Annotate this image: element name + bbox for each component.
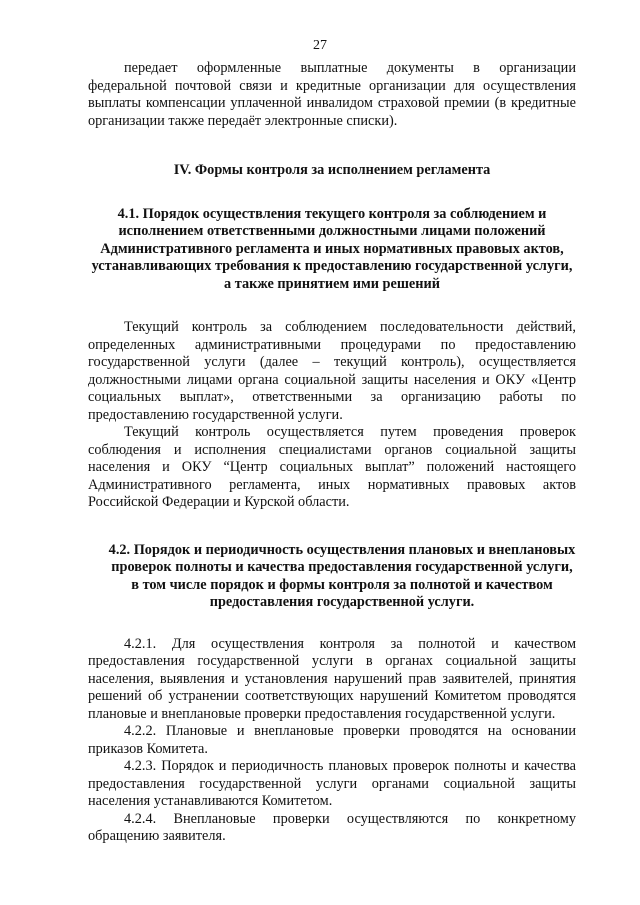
paragraph-4-2-2: 4.2.2. Плановые и внеплановые проверки проводятся на основании приказов Комитета. [88,723,576,757]
paragraph-4-2-4: 4.2.4. Внеплановые проверки осуществляются по конкретному обращению заявителя. [88,810,576,844]
document-body [88,60,576,846]
paragraph-4-1-2: Текущий контроль осуществляется путем проведения проверок соблюдения и исполнения специалистами органов социальной защиты населения и ОКУ “Центр социальных выплат” положений настоящего Административного регламента, иных нормативных правовых актов Российской Федерации и Курской области. [88,424,576,510]
subsection-4-2-title: 4.2. Порядок и периодичность осуществления плановых и внеплановых проверок полноты и качества предоставления государственной услуги, в том числе порядок и формы контроля за полнотой и качеством предоставления государственной услуги. [108,541,576,610]
subsection-4-1-title: 4.1. Порядок осуществления текущего контроля за соблюдением и исполнением ответственными должностными лицами положений Административного регламента и иных нормативных правовых актов, устанавливающих требования к предоставлению государственной услуги, а также принятием ими решений [91,205,573,292]
section-title: IV. Формы контроля за исполнением регламента [173,162,491,178]
paragraph-4-2-3: 4.2.3. Порядок и периодичность плановых проверок полноты и качества предоставления государственной услуги органами социальной защиты населения устанавливаются Комитетом. [88,758,576,809]
page-number: 27 [313,38,327,53]
intro-paragraph: передает оформленные выплатные документы в организации федеральной почтовой связи и кредитные организации для осуществления выплаты компенсации уплаченной инвалидом страховой премии (в кредитные организации также передаёт электронные списки). [88,60,576,129]
paragraph-4-2-1: 4.2.1. Для осуществления контроля за полнотой и качеством предоставления государственной услуги в органах социальной защиты населения, выявления и установления нарушений прав заявителей, принятия решений об устранении соответствующих нарушений Комитетом проводятся плановые и внеплановые проверки предоставления государственной услуги. [88,635,576,722]
paragraph-4-1-1: Текущий контроль за соблюдением последовательности действий, определенных административными процедурами по предоставлению государственной услуги (далее – текущий контроль), осуществляется должностными лицами органа социальной защиты населения и ОКУ «Центр социальных выплат», ответственными за организацию работы по предоставлению государственной услуги. [88,319,576,423]
